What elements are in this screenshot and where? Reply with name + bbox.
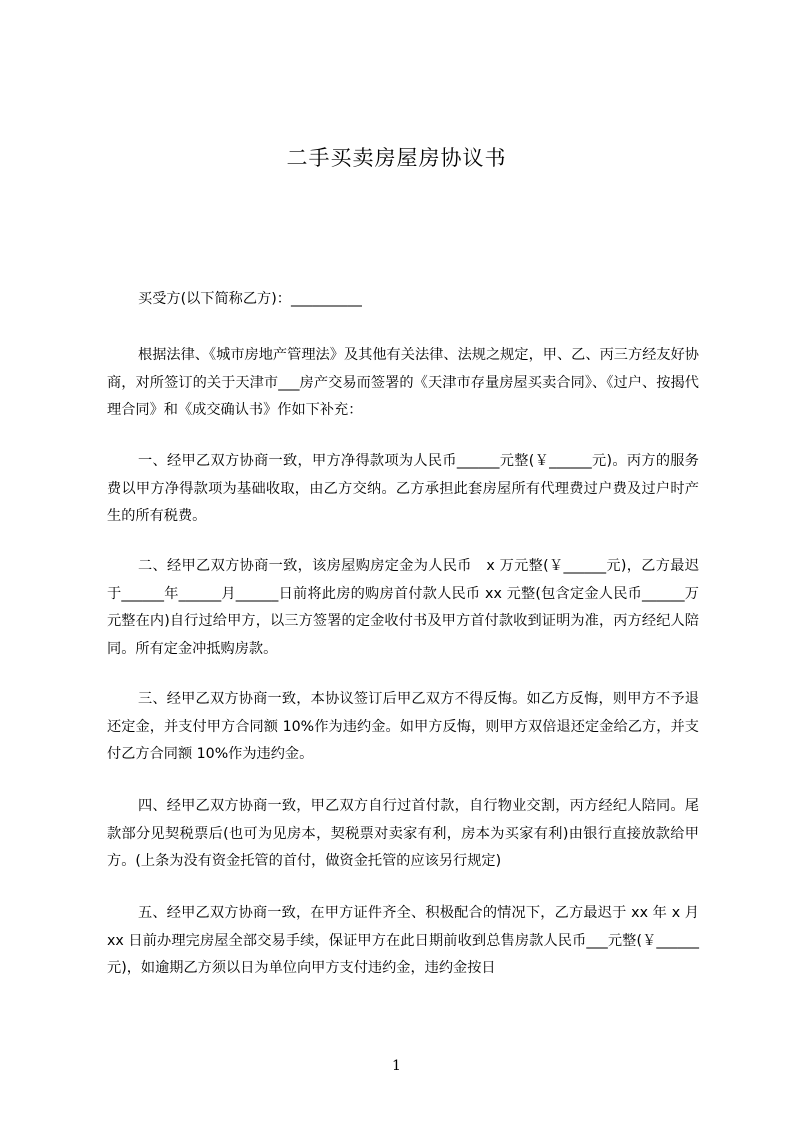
clause-two: 二、经甲乙双方协商一致，该房屋购房定金为人民币 x 万元整(￥______元)，乙方最迟于______年______月______日前将此房的购房首付款人民币 xx 元整(包含定金人民币______万元整在内)自行过给甲方，以三方签署的定金收付书及甲方首付款收到证明为准，丙方经纪人陪同。所有定金冲抵购房款。 (107, 558, 699, 657)
clause-three: 三、经甲乙双方协商一致，本协议签订后甲乙双方不得反悔。如乙方反悔，则甲方不予退还定金，并支付甲方合同额 10%作为违约金。如甲方反悔，则甲方双倍退还定金给乙方，并支付乙方合同额 10%作为违约金。 (107, 691, 699, 762)
clause-one: 一、经甲乙双方协商一致，甲方净得款项为人民币______元整(￥______元)。丙方的服务费以甲方净得款项为基础收取，由乙方交纳。乙方承担此套房屋所有代理费过户费及过户时产生的所有税费。 (107, 453, 699, 524)
clause-four: 四、经甲乙双方协商一致，甲乙双方自行过首付款，自行物业交割，丙方经纪人陪同。尾款部分见契税票后(也可为见房本，契税票对卖家有利，房本为买家有利)由银行直接放款给甲方。(上条为没有资金托管的首付，做资金托管的应该另行规定) (107, 798, 699, 869)
buyer-line: 买受方(以下简称乙方)：__________ (138, 291, 362, 307)
paragraph-intro: 根据法律、《城市房地产管理法》及其他有关法律、法规之规定，甲、乙、丙三方经友好协商，对所签订的关于天津市___房产交易而签署的《天津市存量房屋买卖合同》、《过户、按揭代理合同》和《成交确认书》作如下补充： (107, 347, 699, 418)
clause-five: 五、经甲乙双方协商一致，在甲方证件齐全、积极配合的情况下，乙方最迟于 xx 年 x 月 xx 日前办理完房屋全部交易手续，保证甲方在此日期前收到总售房款人民币___元整(￥______元)，如逾期乙方须以日为单位向甲方支付违约金，违约金按日 (107, 905, 699, 976)
page-number: 1 (392, 1058, 401, 1074)
document-title: 二手买卖房屋房协议书 (286, 146, 507, 170)
